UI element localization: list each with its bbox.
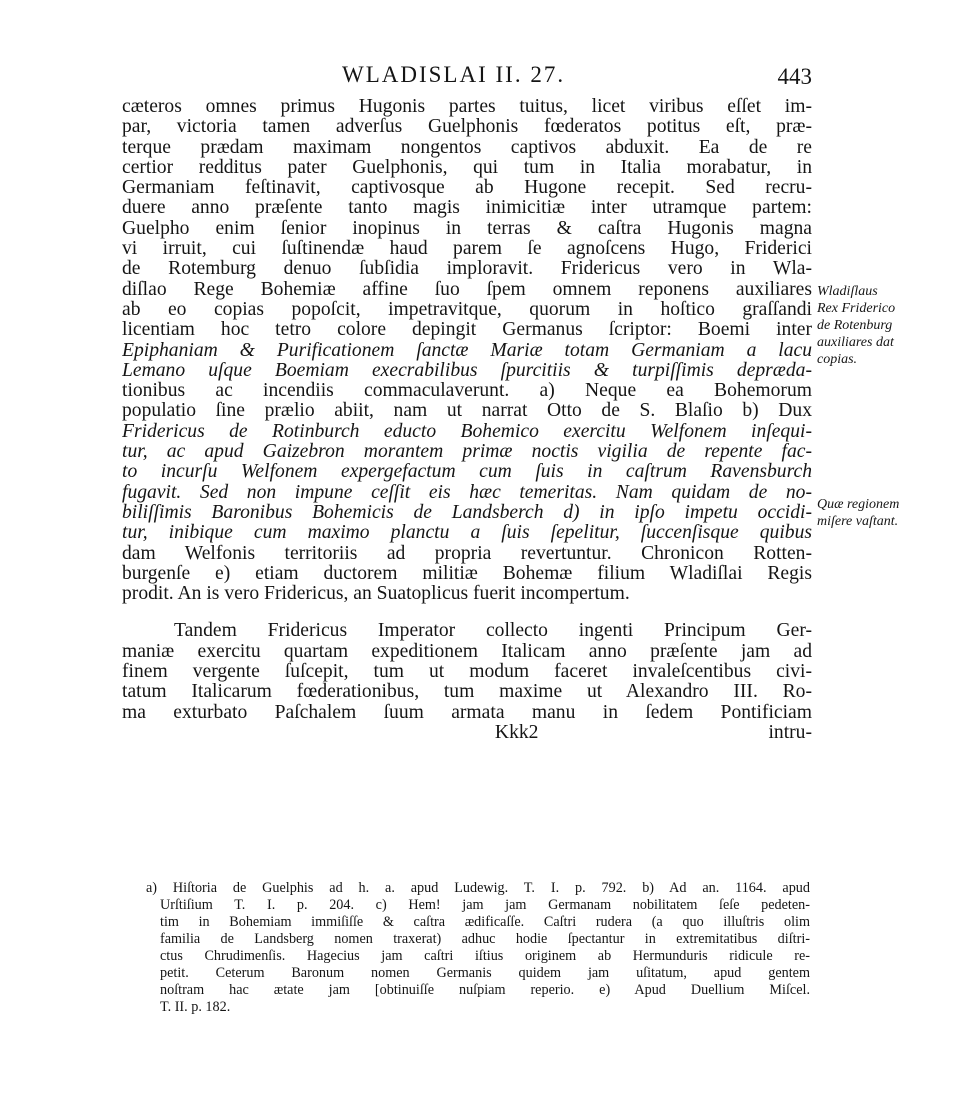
text-line: Germaniam feſtinavit, captivosque ab Hugone recepit. Sed recru-: [122, 178, 812, 199]
text-line: burgenſe e) etiam ductorem militiæ Bohemæ filium Wladiſlai Regis: [122, 563, 812, 584]
text-line: de Rotemburg denuo ſubſidia imploravit. Fridericus vero in Wla-: [122, 259, 812, 280]
text-line: certior redditus pater Guelphonis, qui tum in Italia morabatur, in: [122, 157, 812, 178]
text-line: tatum Italicarum fœderationibus, tum maxime ut Alexandro III. Ro-: [122, 682, 812, 703]
text-line: tur, ac apud Gaizebron morantem primæ noctis vigilia de repente fac-: [122, 442, 812, 463]
text-line: vi irruit, cui ſuſtinendæ haud parem ſe agnoſcens Hugo, Friderici: [122, 239, 812, 260]
catchword: intru-: [768, 722, 812, 743]
footnote-line: tim in Bohemiam immiſiſſe & caſtra ædificaſſe. Caſtri rudera (a quo illuſtris olim: [160, 914, 810, 930]
text-line: finem vergente ſuſcepit, tum ut modum faceret invaleſcentibus civi-: [122, 662, 812, 683]
page-number: 443: [777, 64, 812, 89]
text-line: tionibus ac incendiis commaculaverunt. a) Neque ea Bohemorum: [122, 381, 812, 402]
text-line: populatio ſine prælio abiit, nam ut narrat Otto de S. Blaſio b) Dux: [122, 401, 812, 422]
main-text: [122, 97, 812, 743]
page-header: [122, 62, 812, 98]
text-line: tur, inibique cum maximo planctu a ſuis ſepelitur, ſuccenſisque quibus: [122, 523, 812, 544]
text-line: terque prædam maximam nongentos captivos abduxit. Ea de re: [122, 137, 812, 158]
signature-mark: Kkk2: [494, 722, 539, 743]
footnote-line: a) Hiſtoria de Guelphis ad h. a. apud Ludewig. T. I. p. 792. b) Ad an. 1164. apud: [146, 880, 810, 896]
text-line: Epiphaniam & Purificationem ſanctæ Mariæ totam Germaniam a lacu: [122, 340, 812, 361]
footnote-line: T. II. p. 182.: [160, 999, 231, 1015]
text-line: licentiam hoc tetro colore depingit Germanus ſcriptor: Boemi inter: [122, 320, 812, 341]
text-line: maniæ exercitu quartam expeditionem Italicam anno præſente jam ad: [122, 641, 812, 662]
text-line: to incurſu Welfonem expergefactum cum ſuis in caſtrum Ravensburch: [122, 462, 812, 483]
text-line: Guelpho enim ſenior inopinus in terras & caſtra Hugonis magna: [122, 218, 812, 239]
footnote-line: Urſtiſium T. I. p. 204. c) Hem! jam jam Germanam nobilitatem ſeſe pedeten-: [160, 897, 810, 913]
running-head: WLADISLAI II. 27.: [342, 62, 566, 87]
text-line: diſlao Rege Bohemiæ affine ſuo ſpem omnem reponens auxiliares: [122, 279, 812, 300]
margin-note: Wladiſlaus Rex Friderico de Rotenburg auxiliares dat copias.: [817, 284, 896, 367]
text-line: Fridericus de Rotinburch educto Bohemico exercitu Welfonem inſequi-: [122, 421, 812, 442]
footnote-line: ctus Chrudimenſis. Hagecius jam caſtri iſtius originem ab Hermunduris ridicule re-: [160, 948, 810, 964]
text-line: prodit. An is vero Fridericus, an Suatoplicus fuerit incompertum.: [122, 584, 630, 605]
footnote-line: familia de Landsberg nomen traxerat) adhuc hodie ſpectantur in extremitatibus diſtri-: [160, 931, 810, 947]
signature-line: [122, 723, 812, 743]
text-line: ma exturbato Paſchalem ſuum armata manu in ſedem Pontificiam: [122, 702, 812, 723]
text-line: Lemano uſque Boemiam execrabilibus ſpurcitiis & turpiſſimis deprædа-: [122, 360, 812, 381]
footnotes: [146, 880, 810, 1016]
footnote-line: petit. Ceterum Baronum nomen Germanis quidem jam uſitatum, apud gentem: [160, 965, 810, 981]
text-line: ab eo copias popoſcit, impetravitque, quorum in hoſtico graſſandi: [122, 299, 812, 320]
text-line: Tandem Fridericus Imperator collecto ingenti Principum Ger-: [174, 621, 812, 642]
margin-note: Quæ regionem miſere vaſtant.: [817, 497, 900, 529]
text-line: fugavit. Sed non impune ceſſit eis hæc temeritas. Nam quidam de no-: [122, 482, 812, 503]
text-line: duere anno præſente tanto magis inimicitiæ inter utramque partem:: [122, 198, 812, 219]
text-line: biliſſimis Baronibus Bohemicis de Landsberch d) in ipſo impetu occidi-: [122, 502, 812, 523]
footnote-line: noſtram hac ætate jam [obtinuiſſe nuſpiam reperio. e) Apud Duellium Miſcel.: [160, 982, 810, 998]
text-line: par, victoria tamen adverſus Guelphonis fœderatos potitus eſt, præ-: [122, 117, 812, 138]
text-line: dam Welfonis territoriis ad propria revertuntur. Chronicon Rotten-: [122, 543, 812, 564]
text-line: cæteros omnes primus Hugonis partes tuitus, licet viribus eſſet im-: [122, 97, 812, 117]
